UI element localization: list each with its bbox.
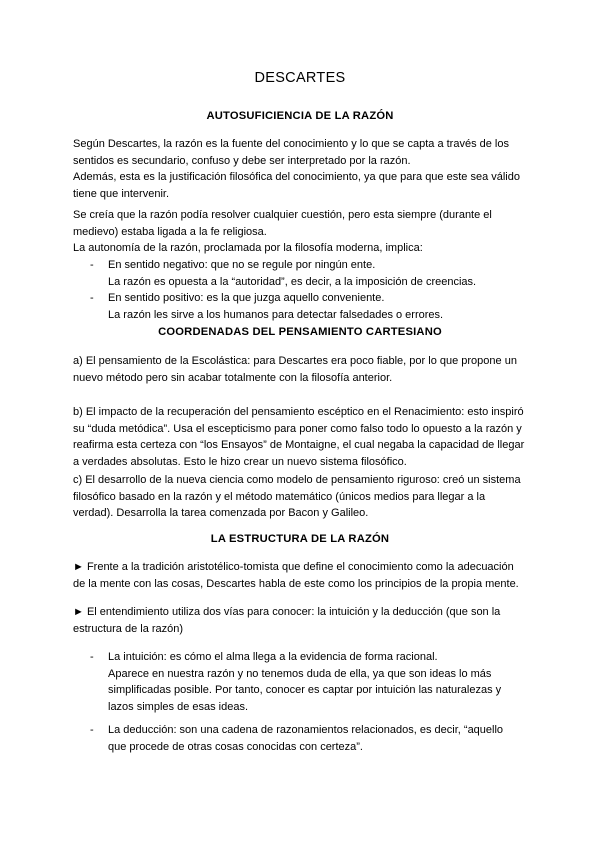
paragraph-a bbox=[73, 353, 543, 386]
text-line: La razón es opuesta a la “autoridad”, es decir, a la imposición de creencias. bbox=[108, 275, 477, 288]
section-heading-autosuficiencia: AUTOSUFICIENCIA DE LA RAZÓN bbox=[206, 110, 394, 122]
text-line: de la mente con las cosas, Descartes habla de este como los principios de la propia mente. bbox=[73, 577, 519, 590]
document-title: DESCARTES bbox=[254, 70, 346, 86]
text-line: que procede de otras cosas conocidas con certeza”. bbox=[108, 740, 363, 753]
section-heading-estructura: LA ESTRUCTURA DE LA RAZÓN bbox=[210, 533, 390, 545]
bullet-dash: - bbox=[90, 259, 94, 271]
text-line: En sentido negativo: que no se regule por ningún ente. bbox=[108, 259, 376, 271]
text-line: nuevo método pero sin acabar totalmente con la filosofía anterior. bbox=[73, 371, 393, 384]
text-line: La deducción: son una cadena de razonamientos relacionados, es decir, “aquello bbox=[108, 724, 504, 736]
text-line: verdad). Desarrolla la tarea comenzada por Bacon y Galileo. bbox=[73, 507, 369, 520]
section-heading-coordenadas: COORDENADAS DEL PENSAMIENTO CARTESIANO bbox=[158, 326, 442, 338]
text-line: b) El impacto de la recuperación del pensamiento escéptico en el Renacimiento: esto inspiró bbox=[73, 406, 524, 418]
text-line: c) El desarrollo de la nueva ciencia como modelo de pensamiento riguroso: creó un sistema bbox=[73, 474, 521, 486]
text-line: Aparece en nuestra razón y no tenemos duda de ella, ya que son ideas lo más bbox=[108, 667, 492, 680]
text-line: a verdades absolutas. Esto le hizo crear un nuevo sistema filosófico. bbox=[73, 455, 407, 468]
text-line: Se creía que la razón podía resolver cualquier cuestión, pero esta siempre (durante el bbox=[73, 209, 492, 221]
bullet-item-deduccion bbox=[108, 722, 503, 755]
paragraph-b bbox=[73, 404, 543, 470]
text-line: filosófico basado en la razón y el método matemático (únicos medios para llegar a la bbox=[73, 490, 486, 503]
text-line: La razón les sirve a los humanos para detectar falsedades o errores. bbox=[108, 308, 444, 321]
paragraph-c bbox=[73, 472, 543, 522]
bullet-item-negativo bbox=[108, 257, 476, 290]
bullet-item-positivo bbox=[108, 290, 443, 323]
paragraph-arrow-tradicion bbox=[73, 559, 543, 592]
text-line: La autonomía de la razón, proclamada por la filosofía moderna, implica: bbox=[73, 242, 423, 255]
text-line: estructura de la razón) bbox=[73, 622, 184, 635]
paragraph-arrow-entendimiento bbox=[73, 604, 543, 637]
text-line: su “duda metódica”. Usa el escepticismo para poner como falso todo lo opuesto a la razón y bbox=[73, 422, 522, 435]
paragraph-autonomia bbox=[73, 207, 543, 257]
bullet-dash: - bbox=[90, 292, 94, 304]
bullet-dash: - bbox=[90, 724, 94, 736]
text-line: Según Descartes, la razón es la fuente del conocimiento y lo que se capta a través de los bbox=[73, 138, 509, 150]
text-line: Además, esta es la justificación filosófica del conocimiento, ya que para que este sea válido bbox=[73, 171, 520, 184]
text-line: En sentido positivo: es la que juzga aquello conveniente. bbox=[108, 292, 385, 304]
text-line: reafirma esta certeza con “los Ensayos” de Montaigne, el cual negaba la capacidad de llegar bbox=[73, 439, 525, 452]
text-line: La intuición: es cómo el alma llega a la evidencia de forma racional. bbox=[108, 651, 438, 663]
bullet-dash: - bbox=[90, 651, 94, 663]
text-line: medievo) estaba ligada a la fe religiosa. bbox=[73, 225, 267, 238]
text-line: ► El entendimiento utiliza dos vías para conocer: la intuición y la deducción (que son la bbox=[73, 606, 501, 618]
paragraph-intro bbox=[73, 136, 543, 202]
bullet-item-intuicion bbox=[108, 649, 501, 715]
text-line: sentidos es secundario, confuso y debe ser interpretado por la razón. bbox=[73, 154, 411, 167]
text-line: tiene que intervenir. bbox=[73, 187, 170, 200]
text-line: ► Frente a la tradición aristotélico-tomista que define el conocimiento como la adecuación bbox=[73, 561, 514, 573]
text-line: a) El pensamiento de la Escolástica: para Descartes era poco fiable, por lo que propone un bbox=[73, 355, 517, 367]
text-line: simplificadas posible. Por tanto, conocer es captar por intuición las naturalezas y bbox=[108, 684, 502, 697]
text-line: lazos simples de esas ideas. bbox=[108, 700, 249, 713]
